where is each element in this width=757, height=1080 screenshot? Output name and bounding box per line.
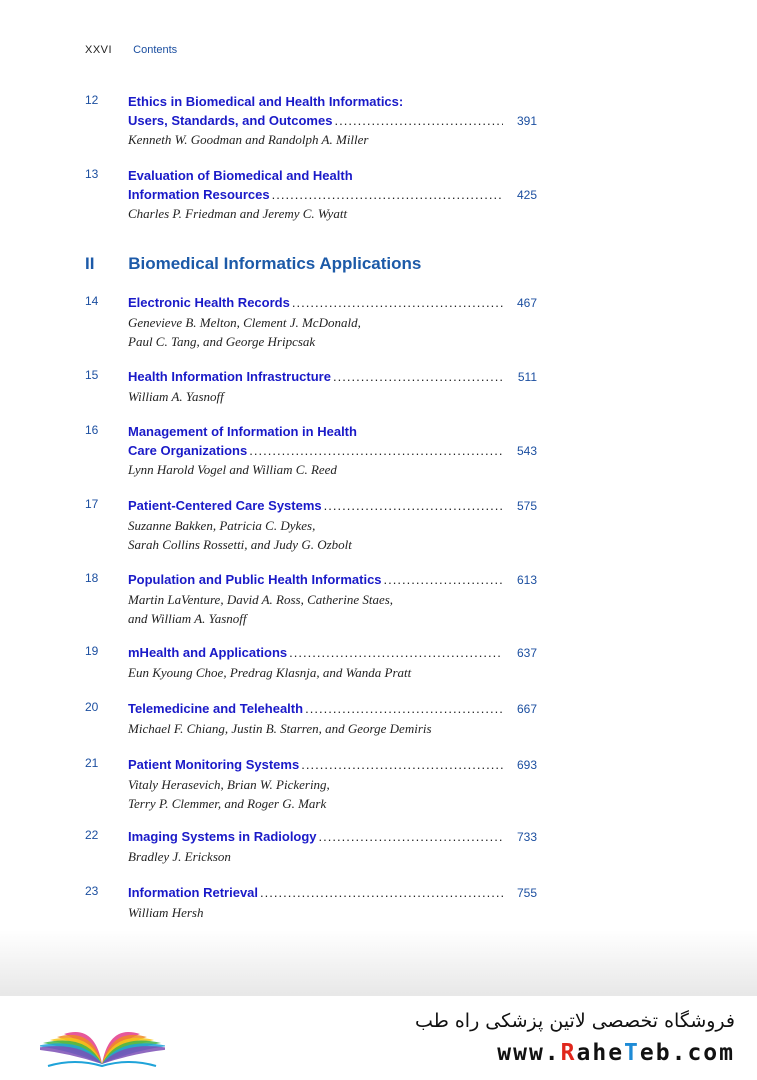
chapter-number: 23 <box>85 884 99 898</box>
store-name: فروشگاه تخصصی لاتین پزشکی راه طب <box>415 1010 735 1032</box>
page-number[interactable]: 637 <box>516 646 537 660</box>
chapter-number: 12 <box>85 93 99 107</box>
url-mid: ahe <box>576 1040 625 1066</box>
part-title: Biomedical Informatics Applications <box>128 254 422 273</box>
dot-leader <box>331 368 503 387</box>
url-t: T <box>624 1040 640 1066</box>
chapter-number: 20 <box>85 700 99 714</box>
page-number[interactable]: 391 <box>516 113 537 128</box>
open-book-logo-icon <box>40 1004 165 1072</box>
chapter-authors: Genevieve B. Melton, Clement J. McDonald, <box>128 314 361 330</box>
chapter-title[interactable]: Users, Standards, and Outcomes <box>128 112 333 128</box>
chapter-number: 17 <box>85 497 99 511</box>
toc-entry[interactable] <box>85 756 537 813</box>
chapter-title[interactable]: Telemedicine and Telehealth <box>128 701 304 716</box>
page-number[interactable]: 575 <box>516 499 537 513</box>
toc-entry[interactable] <box>85 700 537 738</box>
url-prefix: www. <box>497 1040 561 1066</box>
toc-entry[interactable] <box>85 167 537 223</box>
footer-banner <box>0 996 757 1080</box>
chapter-title[interactable]: Patient Monitoring Systems <box>128 757 300 772</box>
chapter-title[interactable]: Electronic Health Records <box>128 295 290 310</box>
chapter-authors: William A. Yasnoff <box>128 388 224 404</box>
running-header <box>85 44 177 56</box>
page-number[interactable]: 693 <box>516 758 537 772</box>
chapter-title[interactable]: mHealth and Applications <box>128 645 288 660</box>
chapter-title[interactable]: Population and Public Health Informatics <box>128 572 382 587</box>
page-number[interactable]: 667 <box>516 702 537 716</box>
chapter-authors: Lynn Harold Vogel and William C. Reed <box>128 462 337 477</box>
chapter-authors: Martin LaVenture, David A. Ross, Catherine Staes, <box>128 591 394 607</box>
chapter-number: 18 <box>85 571 99 585</box>
store-url[interactable] <box>497 1040 735 1066</box>
page-number[interactable]: 425 <box>516 187 537 202</box>
chapter-number: 13 <box>85 167 99 181</box>
chapter-authors: William Hersh <box>128 904 204 920</box>
dot-leader <box>270 186 503 205</box>
chapter-title[interactable]: Evaluation of Biomedical and Health <box>128 168 353 183</box>
chapter-title[interactable]: Health Information Infrastructure <box>128 369 331 384</box>
toc-entry[interactable] <box>85 294 537 351</box>
toc-entry[interactable] <box>85 93 537 149</box>
dot-leader <box>322 497 503 516</box>
header-title: Contents <box>133 44 178 56</box>
page-number[interactable]: 511 <box>517 370 537 384</box>
dot-leader <box>303 700 503 719</box>
chapter-authors: and William A. Yasnoff <box>128 610 247 626</box>
page-number[interactable]: 733 <box>516 830 537 844</box>
chapter-title[interactable]: Information Retrieval <box>128 885 259 900</box>
chapter-title[interactable]: Management of Information in Health <box>128 424 357 439</box>
toc-entry[interactable] <box>85 884 537 922</box>
toc-entry[interactable] <box>85 828 537 866</box>
chapter-authors: Kenneth W. Goodman and Randolph A. Miller <box>128 132 369 147</box>
chapter-authors: Terry P. Clemmer, and Roger G. Mark <box>128 795 327 811</box>
page-number[interactable]: 543 <box>516 443 537 458</box>
dot-leader <box>332 112 503 131</box>
chapter-title[interactable]: Ethics in Biomedical and Health Informatics: <box>128 94 404 109</box>
chapter-title[interactable]: Patient-Centered Care Systems <box>128 498 322 513</box>
chapter-authors: Michael F. Chiang, Justin B. Starren, and George Demiris <box>128 720 432 736</box>
dot-leader <box>299 756 503 775</box>
chapter-number: 16 <box>85 423 99 437</box>
url-suffix: eb.com <box>639 1040 735 1066</box>
part-heading <box>85 254 421 274</box>
chapter-authors: Paul C. Tang, and George Hripcsak <box>128 333 316 349</box>
toc-entry[interactable] <box>85 497 537 554</box>
chapter-number: 14 <box>85 294 99 308</box>
chapter-number: 21 <box>85 756 99 770</box>
dot-leader <box>382 571 503 590</box>
header-page-number: XXVI <box>85 44 113 56</box>
chapter-title[interactable]: Care Organizations <box>128 442 248 458</box>
page-number[interactable]: 613 <box>516 573 537 587</box>
chapter-title[interactable]: Imaging Systems in Radiology <box>128 829 317 844</box>
dot-leader <box>287 644 503 663</box>
toc-entry[interactable] <box>85 644 537 682</box>
page-number[interactable]: 755 <box>516 886 537 900</box>
toc-entry[interactable] <box>85 571 537 628</box>
chapter-authors: Charles P. Friedman and Jeremy C. Wyatt <box>128 206 348 221</box>
chapter-authors: Sarah Collins Rossetti, and Judy G. Ozbolt <box>128 536 352 552</box>
page-number[interactable]: 467 <box>516 296 537 310</box>
dot-leader <box>258 884 503 903</box>
dot-leader <box>247 442 503 461</box>
chapter-number: 22 <box>85 828 99 842</box>
chapter-authors: Bradley J. Erickson <box>128 848 231 864</box>
chapter-authors: Eun Kyoung Choe, Predrag Klasnja, and Wanda Pratt <box>128 664 412 680</box>
footer-shadow <box>0 930 757 1000</box>
part-number: II <box>85 254 95 273</box>
chapter-number: 15 <box>85 368 99 382</box>
dot-leader <box>317 828 503 847</box>
chapter-authors: Suzanne Bakken, Patricia C. Dykes, <box>128 517 316 533</box>
toc-entry[interactable] <box>85 423 537 479</box>
toc-entry[interactable] <box>85 368 537 406</box>
chapter-title[interactable]: Information Resources <box>128 186 270 202</box>
url-r: R <box>560 1040 577 1066</box>
chapter-number: 19 <box>85 644 99 658</box>
dot-leader <box>290 294 503 313</box>
chapter-authors: Vitaly Herasevich, Brian W. Pickering, <box>128 776 330 792</box>
